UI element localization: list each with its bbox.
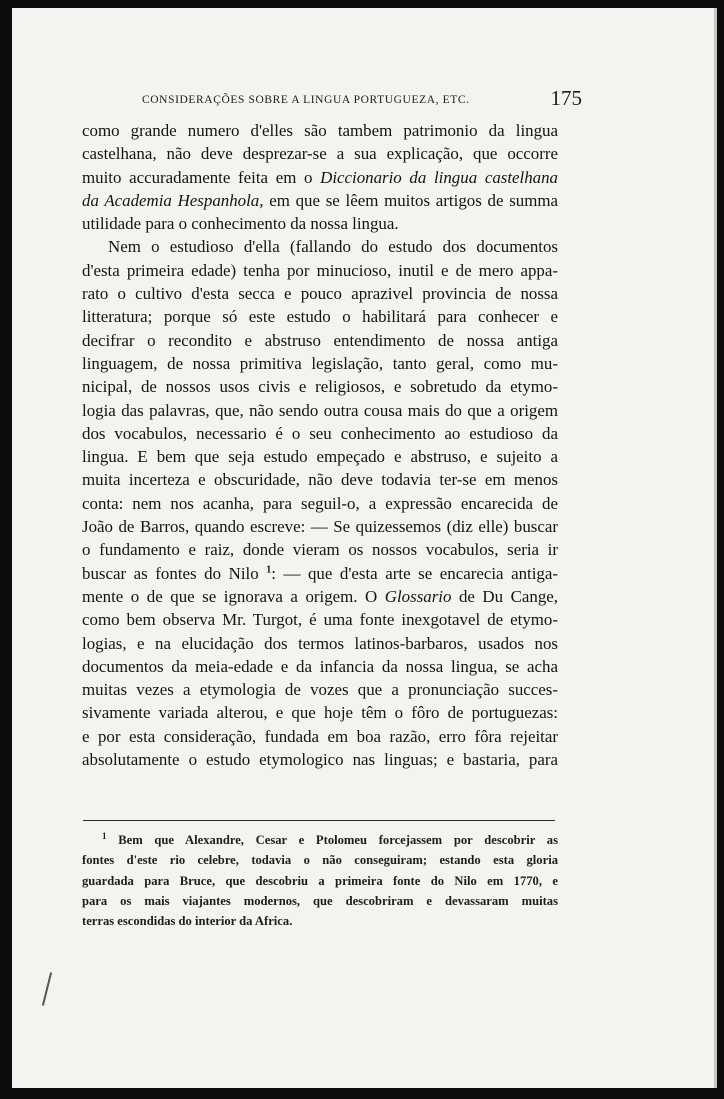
text-span: nicipal, de nossos usos civis e religiosos, e sobretudo da etymo- <box>82 377 558 397</box>
page-number: 175 <box>550 86 582 110</box>
body-line <box>82 305 558 328</box>
body-line <box>82 538 558 561</box>
body-line <box>82 468 558 491</box>
body-line <box>82 748 558 771</box>
footnote-line <box>82 911 558 931</box>
text-span: absolutamente o estudo etymologico nas linguas; e bastaria, para <box>82 750 558 770</box>
text-span: logia das palavras, que, não sendo outra cousa mais do que a origem <box>82 400 558 420</box>
text-span: utilidade para o conhecimento da nossa lingua. <box>82 214 399 234</box>
body-line <box>82 632 558 655</box>
body-line <box>82 678 558 701</box>
text-span: João de Barros, quando escreve: — Se quizessemos (diz elle) buscar <box>82 517 558 537</box>
text-span: conta: nem nos acanha, para seguil-o, a expressão encarecida de <box>82 493 558 513</box>
body-line <box>82 701 558 724</box>
text-span: para os mais viajantes modernos, que descobriram e devassaram muitas <box>82 893 558 908</box>
text-span: e por esta consideração, fundada em boa razão, erro fôra rejeitar <box>82 726 558 746</box>
text-span: linguagem, de nossa primitiva legislação, tanto geral, como mu- <box>82 353 558 373</box>
text-span: terras escondidas do interior da Africa. <box>82 914 293 929</box>
text-span: lingua. E bem que seja estudo empeçado e abstruso, e sujeito a <box>82 447 558 467</box>
text-span: fontes d'este rio celebre, todavia o não conseguiram; estando esta gloria <box>82 853 558 868</box>
body-line <box>82 515 558 538</box>
body-line <box>82 608 558 631</box>
text-span: Nem o estudioso d'ella (fallando do estudo dos documentos <box>108 237 558 257</box>
running-title: CONSIDERAÇÕES SOBRE A LINGUA PORTUGUEZA, ETC. <box>142 94 470 106</box>
footnote-line <box>82 871 558 891</box>
body-line <box>82 585 558 608</box>
text-span: em que se lêem muitos artigos de summa <box>263 190 558 210</box>
body-line <box>82 189 558 212</box>
text-span: castelhana, não deve desprezar-se a sua explicação, que occorre <box>82 144 558 164</box>
running-header <box>142 88 582 112</box>
body-line <box>82 142 558 165</box>
text-span: litteratura; porque só este estudo o habilitará para conhecer e <box>82 307 558 327</box>
body-text <box>82 119 558 771</box>
text-span: muitas vezes a etymologia de vozes que a pronunciação succes- <box>82 680 558 700</box>
body-line <box>82 725 558 748</box>
footnote-marker: 1 <box>266 564 272 576</box>
body-line <box>82 259 558 282</box>
body-line <box>82 375 558 398</box>
text-span: Bem que Alexandre, Cesar e Ptolomeu forcejassem por descobrir as <box>106 833 558 847</box>
body-line <box>82 655 558 678</box>
footnote-line <box>82 830 558 850</box>
text-span: como grande numero d'elles são tambem patrimonio da lingua <box>82 121 558 140</box>
body-line <box>82 329 558 352</box>
body-line <box>82 492 558 515</box>
italic-text: Diccionario da lingua castelhana <box>320 167 558 187</box>
body-line <box>82 352 558 375</box>
text-span: dos vocabulos, necessario é o seu conhecimento ao estudioso da <box>82 423 558 443</box>
text-span: guardada para Bruce, que descobriu a primeira fonte do Nilo em 1770, e <box>82 873 558 888</box>
italic-text: Glossario <box>384 586 452 606</box>
body-line <box>82 235 558 258</box>
text-span: como bem observa Mr. Turgot, é uma fonte inexgotavel de etymo- <box>82 610 558 630</box>
text-span: logias, e na elucidação dos termos latinos-barbaros, usados nos <box>82 633 558 653</box>
body-line <box>82 166 558 189</box>
text-span: sivamente variada alterou, e que hoje têm o fôro de portuguezas: <box>82 703 558 723</box>
text-span: d'esta primeira edade) tenha por minucioso, inutil e de mero appa- <box>82 260 558 280</box>
text-span: : — que d'esta arte se encarecia antiga- <box>271 563 558 583</box>
body-line <box>82 422 558 445</box>
text-span: de Du Cange, <box>451 586 558 606</box>
footnote-marker: 1 <box>102 830 107 841</box>
footnote-line <box>82 891 558 911</box>
text-span: rato o cultivo d'esta secca e pouco aprazivel provincia de nossa <box>82 284 558 304</box>
body-line <box>82 212 558 235</box>
body-line <box>82 399 558 422</box>
text-span: decifrar o recondito e abstruso entendimento de nossa antiga <box>82 330 558 350</box>
italic-text: da Academia Hespanhola, <box>82 190 264 210</box>
text-span: buscar as fontes do Nilo <box>82 563 267 583</box>
text-span: muita incerteza e obscuridade, não deve todavia ter-se em menos <box>82 470 558 490</box>
text-span: documentos da meia-edade e da infancia da nossa lingua, se acha <box>82 656 558 676</box>
footnotes <box>82 830 558 931</box>
footnote-rule <box>83 820 555 821</box>
body-line <box>82 282 558 305</box>
body-line <box>82 562 558 585</box>
text-span: mente o de que se ignorava a origem. O <box>82 586 385 606</box>
body-line <box>82 445 558 468</box>
body-line <box>82 119 558 142</box>
text-span: o fundamento e raiz, donde vieram os nossos vocabulos, seria ir <box>82 540 558 560</box>
text-span: muito accuradamente feita em o <box>82 167 321 187</box>
footnote-line <box>82 850 558 870</box>
